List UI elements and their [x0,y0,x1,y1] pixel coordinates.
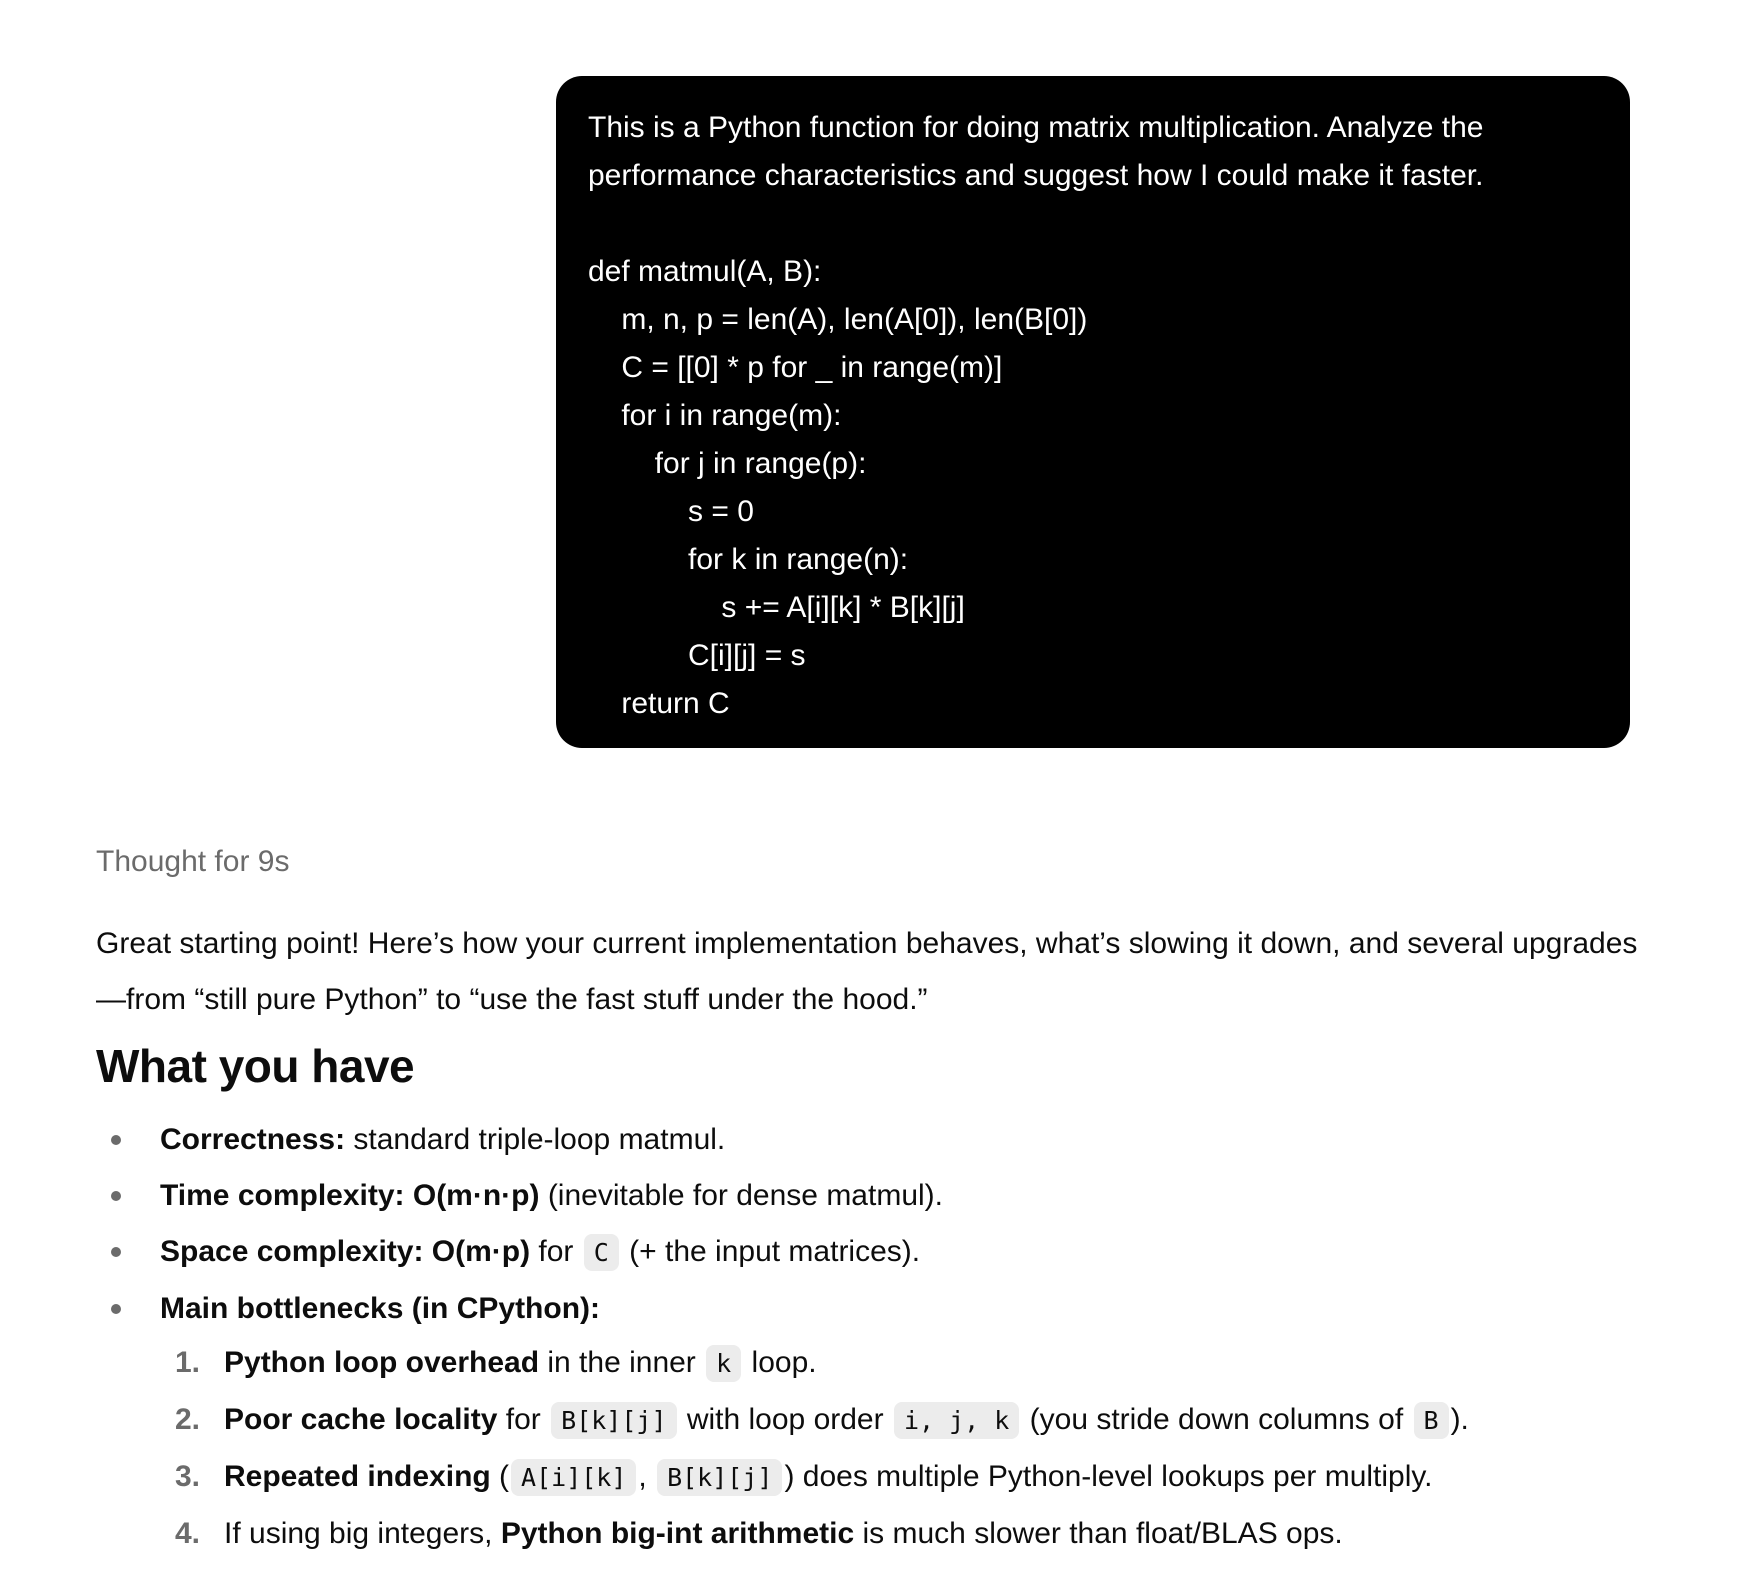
item-text: loop. [743,1346,817,1379]
bullet-correctness [96,1112,1696,1168]
bullet-dot-icon [111,1304,121,1314]
bullet-label: Time complexity: O(m·n·p) [160,1179,540,1212]
item-text: for [497,1403,550,1436]
bullet-time-complexity [96,1168,1696,1224]
code-line: C = [[0] * p for _ in range(m)] [588,351,1003,384]
code-line: return C [588,687,730,720]
user-prompt-text: This is a Python function for doing matrix multiplication. Analyze the performance characteristics and suggest how I could make it faster. [588,111,1492,192]
assistant-intro-paragraph: Great starting point! Here’s how your current implementation behaves, what’s slowing it down, and several upgrades—from “still pure Python” to “use the fast stuff under the hood.” [96,927,1638,1016]
inline-code: B [1414,1402,1449,1439]
list-number: 3. [174,1460,200,1493]
bottleneck-item [160,1449,1696,1506]
code-line: def matmul(A, B): [588,255,822,288]
item-text: in the inner [539,1346,705,1379]
inline-code: i, j, k [894,1402,1019,1439]
bullet-dot-icon [111,1247,121,1257]
bottleneck-item [160,1392,1696,1449]
item-text: ( [490,1460,510,1493]
inline-code: B[k][j] [551,1402,676,1439]
bullet-label: Correctness: [160,1123,346,1156]
item-label: Python big-int arithmetic [500,1517,855,1550]
code-line: for i in range(m): [588,399,842,432]
bullet-bottlenecks [96,1281,1696,1562]
user-message-bubble [556,76,1630,748]
bullet-text: (+ the input matrices). [620,1235,921,1268]
bullet-dot-icon [111,1191,121,1201]
bottleneck-item [160,1335,1696,1392]
section-heading: What you have [96,1040,415,1092]
list-number: 2. [174,1403,200,1436]
list-number: 4. [174,1517,200,1550]
inline-code: B[k][j] [657,1459,782,1496]
inline-code: k [706,1345,741,1382]
blank-line [588,200,1598,248]
item-text: with loop order [678,1403,892,1436]
bullet-dot-icon [111,1135,121,1145]
item-text: ). [1450,1403,1469,1436]
inline-code: C [584,1234,619,1271]
item-text: is much slower than float/BLAS ops. [854,1517,1343,1550]
item-label: Poor cache locality [224,1403,498,1436]
bullet-space-complexity [96,1224,1696,1281]
bullet-label: Space complexity: O(m·p) [160,1235,531,1268]
inline-code: A[i][k] [511,1459,636,1496]
code-line: for k in range(n): [588,543,909,576]
bullet-text: for [530,1235,582,1268]
item-label: Python loop overhead [224,1346,540,1379]
bullet-text: standard triple-loop matmul. [345,1123,726,1156]
code-line: s = 0 [588,495,754,528]
bottleneck-item [160,1506,1696,1562]
item-text: ) does multiple Python-level lookups per multiply. [784,1460,1433,1493]
item-text: , [638,1460,656,1493]
item-label: Repeated indexing [224,1460,491,1493]
bullet-label: Main bottlenecks (in CPython): [160,1292,601,1325]
item-text: (you stride down columns of [1021,1403,1412,1436]
list-number: 1. [174,1346,200,1379]
code-line: for j in range(p): [588,447,867,480]
code-line: C[i][j] = s [588,639,806,672]
thought-duration-toggle[interactable]: Thought for 9s [96,845,290,878]
code-line: s += A[i][k] * B[k][j] [588,591,965,624]
item-text: If using big integers, [224,1517,501,1550]
code-line: m, n, p = len(A), len(A[0]), len(B[0]) [588,303,1088,336]
summary-bullet-list [96,1112,1696,1562]
bullet-text: (inevitable for dense matmul). [539,1179,943,1212]
bottleneck-numbered-list [160,1335,1696,1562]
